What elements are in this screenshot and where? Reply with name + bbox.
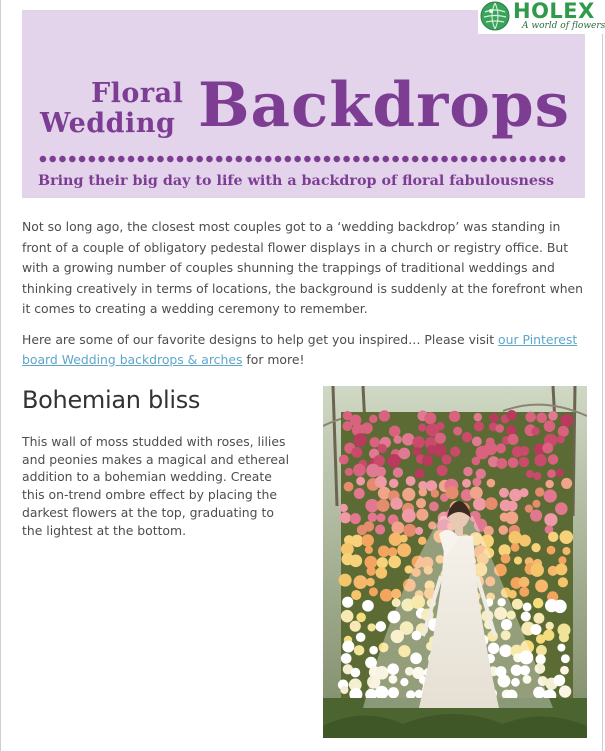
flower-dot bbox=[446, 486, 459, 499]
flower-dot bbox=[341, 610, 354, 623]
flower-dot bbox=[418, 424, 426, 432]
flower-dot bbox=[472, 478, 481, 487]
flower-dot bbox=[507, 434, 518, 445]
flower-dot bbox=[559, 632, 569, 642]
flower-dot bbox=[508, 590, 517, 599]
flower-dot bbox=[369, 587, 378, 596]
flower-dot bbox=[375, 476, 387, 488]
flower-dot bbox=[532, 500, 540, 508]
flower-dot bbox=[400, 534, 408, 542]
flower-dot bbox=[342, 597, 353, 608]
visit-text-before: Here are some of our favorite designs to help get you inspired… Please visit bbox=[22, 332, 499, 347]
flower-dot bbox=[476, 469, 486, 479]
flower-dot bbox=[545, 480, 553, 488]
flower-dot bbox=[557, 435, 565, 443]
flower-dot bbox=[350, 554, 363, 567]
flower-dot bbox=[533, 613, 544, 624]
flower-dot bbox=[406, 476, 416, 486]
flower-dot bbox=[530, 509, 542, 521]
flower-dot bbox=[496, 458, 507, 469]
flower-dot bbox=[340, 686, 348, 694]
flower-dot bbox=[519, 535, 531, 547]
flower-dot bbox=[544, 513, 557, 526]
flower-dot bbox=[534, 454, 546, 466]
flower-dot bbox=[402, 488, 415, 501]
flower-dot bbox=[525, 412, 536, 423]
flower-dot bbox=[389, 425, 401, 437]
flower-dot bbox=[547, 469, 556, 478]
flower-dot bbox=[415, 469, 425, 479]
flower-dot bbox=[487, 479, 496, 488]
flower-dot bbox=[542, 443, 553, 454]
flower-dot bbox=[535, 580, 548, 593]
flower-dot bbox=[436, 465, 447, 476]
flower-dot bbox=[424, 412, 436, 424]
flower-dot bbox=[453, 427, 462, 436]
flower-dot bbox=[508, 457, 519, 468]
flower-dot bbox=[512, 599, 523, 610]
flower-dot bbox=[429, 502, 439, 512]
flower-dot bbox=[393, 467, 403, 477]
flower-dot bbox=[340, 512, 351, 523]
flower-dot bbox=[462, 479, 471, 488]
flower-dot bbox=[351, 535, 363, 547]
flower-dot bbox=[558, 556, 566, 564]
globe-icon bbox=[480, 1, 510, 31]
flower-dot bbox=[351, 447, 362, 458]
flower-dot bbox=[389, 479, 398, 488]
flower-dot bbox=[369, 437, 379, 447]
flower-dot bbox=[514, 556, 522, 564]
flower-dot bbox=[422, 455, 433, 466]
section-description: This wall of moss studded with roses, lilies and peonies makes a magical and ethereal addition to a bohemian wedding. Create this on-trend ombre effect by placing the darkest flowers at the top, graduating to the lightest at the bottom. bbox=[22, 434, 290, 538]
flower-dot bbox=[378, 444, 387, 453]
flower-dot bbox=[531, 427, 539, 435]
flower-dot bbox=[462, 432, 472, 442]
logo-name: HOLEX bbox=[513, 0, 595, 23]
flower-dot bbox=[555, 502, 568, 515]
flower-dot bbox=[511, 543, 520, 552]
flower-dot bbox=[351, 668, 361, 678]
flower-dot bbox=[388, 556, 401, 569]
flower-dot bbox=[353, 464, 366, 477]
flower-dot bbox=[536, 412, 547, 423]
flower-dot bbox=[548, 411, 558, 421]
flower-dot bbox=[380, 589, 393, 602]
flower-dot bbox=[364, 521, 375, 532]
flower-dot bbox=[345, 468, 353, 476]
hero-banner bbox=[22, 10, 585, 198]
flower-dot bbox=[558, 426, 569, 437]
flower-dot bbox=[376, 467, 386, 477]
flower-dot bbox=[350, 513, 361, 524]
flower-dot bbox=[560, 666, 569, 675]
flower-dot bbox=[415, 527, 423, 535]
flower-dot bbox=[546, 622, 554, 630]
flower-dot bbox=[556, 469, 564, 477]
flower-dot bbox=[419, 488, 428, 497]
flower-dot bbox=[368, 623, 376, 631]
holex-logo[interactable] bbox=[478, 0, 605, 34]
flower-dot bbox=[548, 454, 558, 464]
flower-dot bbox=[339, 504, 347, 512]
flower-dot bbox=[533, 598, 543, 608]
flower-dot bbox=[519, 457, 530, 468]
flower-dot bbox=[496, 443, 506, 453]
flower-dot bbox=[555, 563, 567, 575]
flower-dot bbox=[391, 521, 404, 534]
flower-dot bbox=[388, 547, 398, 557]
logo-tagline: A world of flowers bbox=[522, 21, 605, 31]
banner-tagline: Bring their big day to life with a backdrop of floral fabulousness bbox=[38, 173, 555, 189]
flower-dot bbox=[470, 486, 483, 499]
flower-dot bbox=[544, 420, 556, 432]
flower-dot bbox=[416, 509, 428, 521]
flower-dot bbox=[506, 410, 516, 420]
flower-dot bbox=[387, 454, 401, 468]
flower-dot bbox=[393, 435, 401, 443]
flower-dot bbox=[354, 488, 365, 499]
flower-dot bbox=[519, 577, 530, 588]
flower-dot bbox=[533, 472, 541, 480]
flower-dot bbox=[547, 546, 556, 555]
flower-dot bbox=[377, 499, 390, 512]
flower-dot bbox=[449, 411, 460, 422]
flower-dot bbox=[368, 513, 377, 522]
flower-dot bbox=[441, 454, 451, 464]
flower-dot bbox=[561, 478, 572, 489]
flower-dot bbox=[356, 477, 365, 486]
flower-dot bbox=[560, 414, 573, 427]
flower-dot bbox=[505, 511, 518, 524]
banner-dotted-divider bbox=[38, 155, 566, 163]
flower-dot bbox=[418, 537, 426, 545]
flower-dot bbox=[557, 644, 565, 652]
flower-dot bbox=[499, 488, 509, 498]
flower-dot bbox=[521, 611, 531, 621]
flower-dot bbox=[361, 534, 373, 546]
flower-dot bbox=[463, 467, 472, 476]
flower-dot bbox=[489, 413, 498, 422]
flower-dot bbox=[344, 482, 354, 492]
intro-paragraph: Not so long ago, the closest most couples got to a ‘wedding backdrop’ was standing in front of a couple of obligatory pedestal flower displays in a church or registry office. But with a growing number of couples shunning the trappings of traditional weddings and thinking creatively in terms of locations, the background is suddenly at the forefront when it comes to creating a wedding ceremony to remember. bbox=[22, 219, 584, 316]
flower-dot bbox=[530, 624, 541, 635]
flower-dot bbox=[499, 525, 509, 535]
flower-dot bbox=[536, 645, 547, 656]
flower-dot bbox=[342, 640, 354, 652]
flower-dot bbox=[377, 513, 386, 522]
flower-dot bbox=[530, 563, 544, 577]
flower-dot bbox=[391, 589, 401, 599]
banner-line-wedding: Wedding bbox=[40, 108, 176, 139]
flower-dot bbox=[561, 654, 570, 663]
flower-dot bbox=[523, 602, 532, 611]
flower-dot bbox=[472, 457, 481, 466]
flower-dot bbox=[367, 567, 376, 576]
flower-dot bbox=[535, 487, 544, 496]
flower-dot bbox=[450, 447, 460, 457]
flower-dot bbox=[362, 600, 374, 612]
flower-dot bbox=[339, 574, 352, 587]
flower-dot bbox=[544, 489, 557, 502]
banner-line-floral: Floral bbox=[91, 78, 184, 109]
flower-dot bbox=[484, 442, 497, 455]
pinterest-board-link[interactable]: our Pinterest board Wedding backdrops & arches bbox=[22, 332, 578, 367]
flower-dot bbox=[495, 424, 504, 433]
flower-dot bbox=[485, 497, 498, 510]
flower-dot bbox=[376, 567, 388, 579]
flower-dot bbox=[412, 436, 424, 448]
section-title: Bohemian bliss bbox=[22, 386, 201, 414]
flower-dot bbox=[519, 446, 529, 456]
bohemian-backdrop-photo bbox=[323, 386, 587, 738]
flower-dot bbox=[526, 470, 534, 478]
flower-dot bbox=[484, 526, 494, 536]
flower-dot bbox=[559, 530, 573, 544]
flower-dot bbox=[519, 488, 528, 497]
flower-dot bbox=[554, 675, 566, 687]
flower-dot bbox=[509, 489, 522, 502]
visit-paragraph bbox=[22, 330, 592, 370]
flower-dot bbox=[548, 532, 558, 542]
flower-dot bbox=[474, 421, 484, 431]
flower-dot bbox=[416, 498, 426, 508]
flower-dot bbox=[562, 547, 570, 555]
flower-dot bbox=[356, 613, 366, 623]
flower-dot bbox=[351, 590, 361, 600]
flower-dot bbox=[397, 543, 411, 557]
flower-dot bbox=[543, 630, 554, 641]
flower-dot bbox=[435, 433, 446, 444]
flower-dot bbox=[365, 546, 373, 554]
flower-dot bbox=[375, 621, 386, 632]
flower-dot bbox=[553, 600, 566, 613]
flower-dot bbox=[356, 632, 366, 642]
flower-dot bbox=[402, 509, 416, 523]
flower-dot bbox=[342, 421, 352, 431]
flower-dot bbox=[558, 577, 568, 587]
flower-dot bbox=[473, 498, 486, 511]
flower-dot bbox=[501, 554, 511, 564]
flower-dot bbox=[398, 448, 410, 460]
flower-dot bbox=[339, 455, 349, 465]
flower-dot bbox=[436, 422, 444, 430]
flower-dot bbox=[369, 415, 377, 423]
flower-dot bbox=[377, 557, 388, 568]
flower-dot bbox=[434, 444, 447, 457]
flower-dot bbox=[431, 489, 439, 497]
flower-dot bbox=[354, 575, 368, 589]
flower-dot bbox=[354, 645, 364, 655]
flower-dot bbox=[366, 578, 375, 587]
flower-dot bbox=[375, 524, 385, 534]
flower-dot bbox=[559, 685, 571, 697]
flower-dot bbox=[354, 433, 367, 446]
flower-dot bbox=[379, 410, 390, 421]
flower-dot bbox=[472, 437, 482, 447]
flower-dot bbox=[535, 654, 545, 664]
flower-dot bbox=[507, 501, 517, 511]
banner-headline: Backdrops bbox=[198, 70, 570, 141]
flower-dot bbox=[519, 587, 529, 597]
flower-dot bbox=[361, 422, 373, 434]
flower-dot bbox=[369, 646, 378, 655]
flower-dot bbox=[350, 621, 361, 632]
visit-text-after: for more! bbox=[242, 352, 305, 367]
flower-dot bbox=[474, 413, 482, 421]
flower-dot bbox=[341, 653, 352, 664]
flower-dot bbox=[531, 543, 540, 552]
flower-dot bbox=[390, 497, 402, 509]
